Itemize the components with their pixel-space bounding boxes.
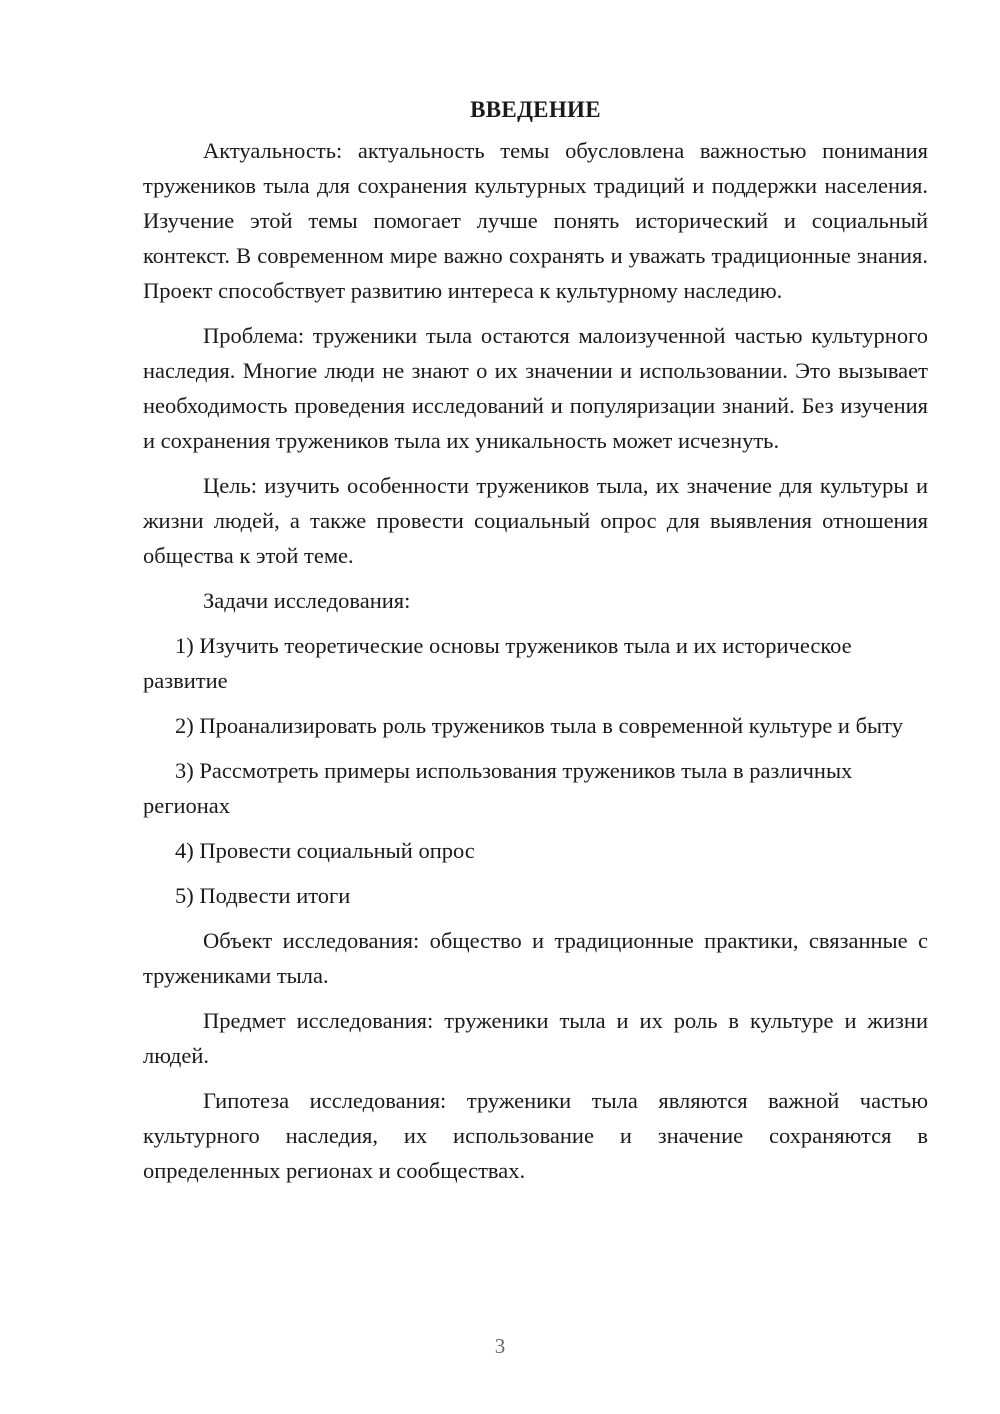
tasks-list <box>143 628 928 913</box>
task-item: 4) Провести социальный опрос <box>175 838 475 863</box>
task-item: 1) Изучить теоретические основы тружеников тыла и их историческое развитие <box>143 633 852 693</box>
subject-paragraph: Предмет исследования: труженики тыла и их роль в культуре и жизни людей. <box>143 1008 928 1068</box>
page-number: 3 <box>494 1334 506 1358</box>
problem-paragraph: Проблема: труженики тыла остаются малоизученной частью культурного наследия. Многие люди не знают о их значении и использовании. Это вызывает необходимость проведения исследований и популяризации знаний. Без изучения и сохранения тружеников тыла их уникальность может исчезнуть. <box>143 323 928 453</box>
task-item: 3) Рассмотреть примеры использования тружеников тыла в различных регионах <box>143 758 853 818</box>
task-item: 5) Подвести итоги <box>175 883 351 908</box>
hypothesis-paragraph: Гипотеза исследования: труженики тыла являются важной частью культурного наследия, их использование и значение сохраняются в определенных регионах и сообществах. <box>143 1088 928 1183</box>
document-page <box>143 92 928 1198</box>
tasks-heading: Задачи исследования: <box>203 588 411 613</box>
page-title: ВВЕДЕНИЕ <box>470 97 601 122</box>
relevance-paragraph: Актуальность: актуальность темы обусловлена важностью понимания тружеников тыла для сохранения культурных традиций и поддержки населения. Изучение этой темы помогает лучше понять исторический и социальный контекст. В современном мире важно сохранять и уважать традиционные знания. Проект способствует развитию интереса к культурному наследию. <box>143 138 928 303</box>
goal-paragraph: Цель: изучить особенности тружеников тыла, их значение для культуры и жизни людей, а также провести социальный опрос для выявления отношения общества к этой теме. <box>143 473 928 568</box>
task-item: 2) Проанализировать роль тружеников тыла в современной культуре и быту <box>175 713 903 738</box>
object-paragraph: Объект исследования: общество и традиционные практики, связанные с тружениками тыла. <box>143 928 928 988</box>
